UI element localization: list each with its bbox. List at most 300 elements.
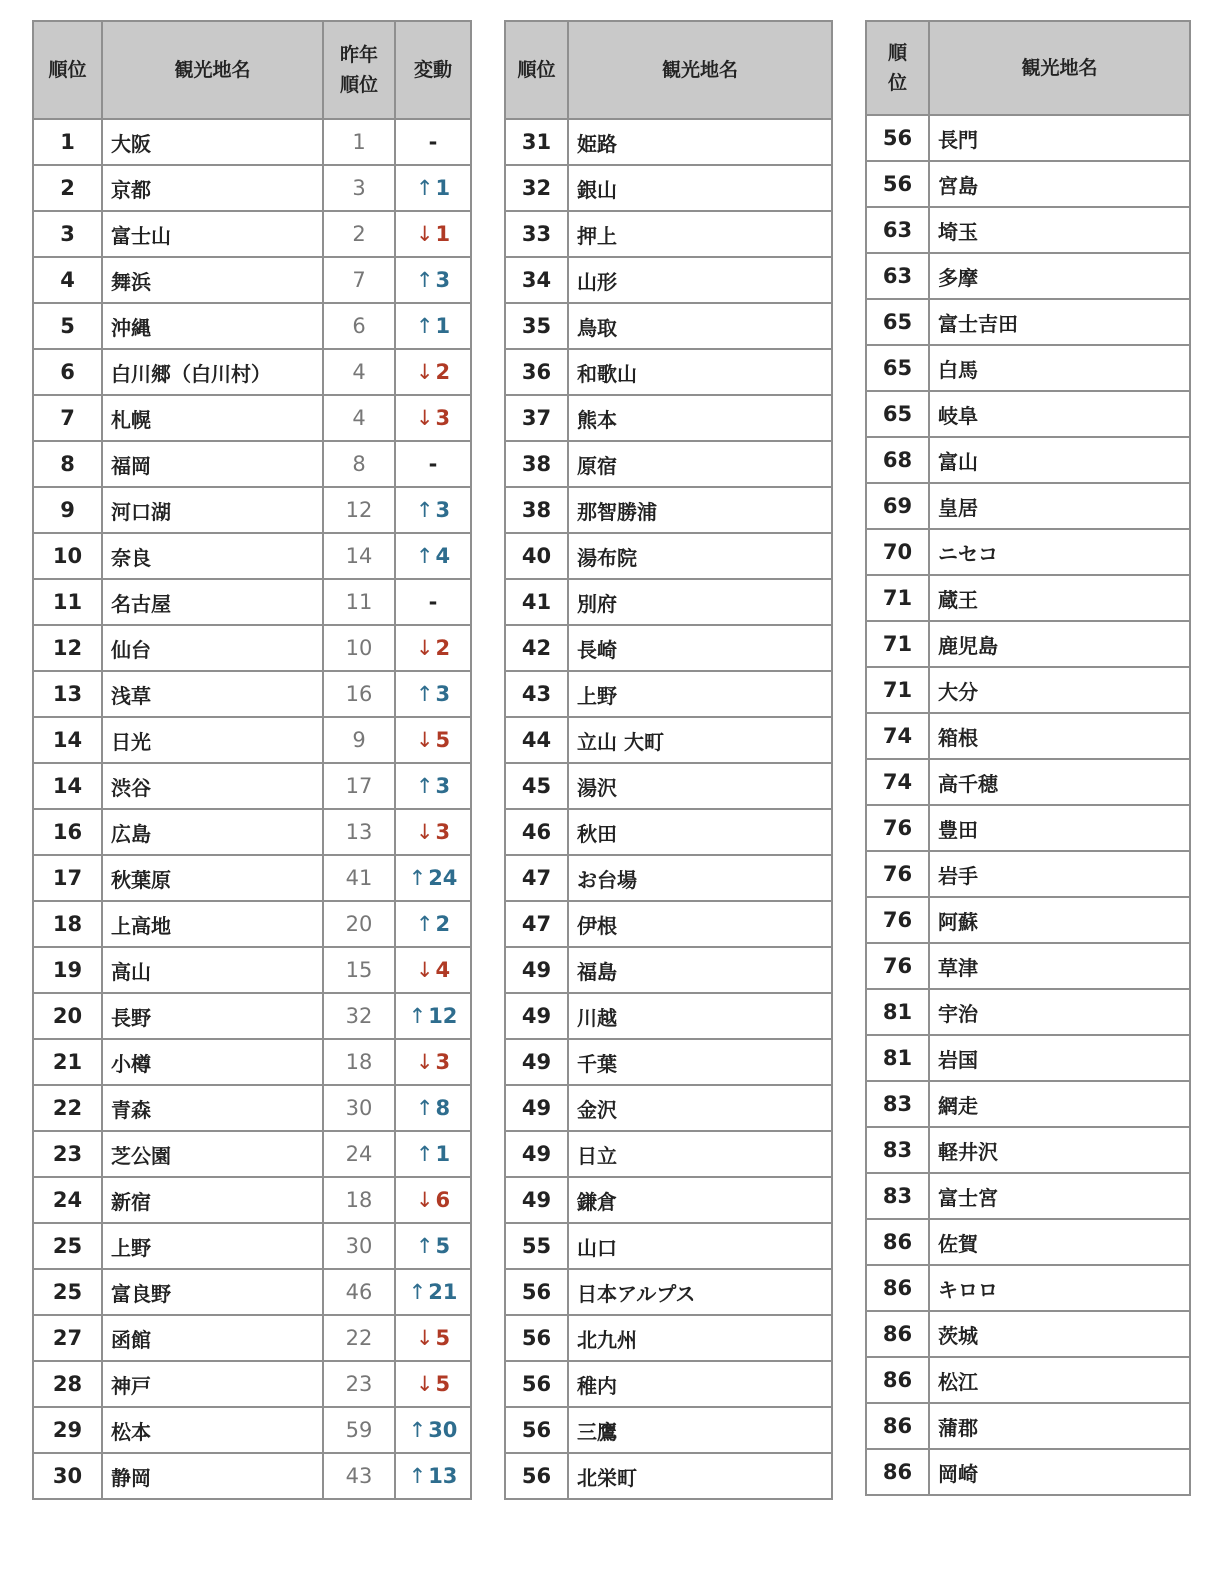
rank-cell: 56 — [505, 1407, 568, 1453]
rank-cell: 38 — [505, 487, 568, 533]
place-name-cell: 豊田 — [929, 805, 1190, 851]
table-row — [866, 1403, 1190, 1449]
table-row — [33, 625, 471, 671]
rank-cell: 56 — [505, 1315, 568, 1361]
rank-cell: 8 — [33, 441, 102, 487]
rank-cell: 86 — [866, 1311, 929, 1357]
place-name-cell: 銀山 — [568, 165, 832, 211]
place-name-cell: 松江 — [929, 1357, 1190, 1403]
header-rank: 順位 — [505, 21, 568, 119]
table-row — [33, 1223, 471, 1269]
table-row — [33, 303, 471, 349]
place-name-cell: 蒲郡 — [929, 1403, 1190, 1449]
place-name-cell: 押上 — [568, 211, 832, 257]
table-row — [866, 989, 1190, 1035]
table-row — [33, 901, 471, 947]
table-row — [866, 621, 1190, 667]
rank-cell: 71 — [866, 621, 929, 667]
rank-cell: 47 — [505, 855, 568, 901]
arrow-up-icon: ↑ — [408, 1418, 427, 1442]
table-row — [33, 257, 471, 303]
place-name-cell: 山形 — [568, 257, 832, 303]
change-cell — [395, 533, 471, 579]
place-name-cell: 秋田 — [568, 809, 832, 855]
table-row — [33, 671, 471, 717]
rank-cell: 3 — [33, 211, 102, 257]
change-cell — [395, 671, 471, 717]
table-row — [33, 1361, 471, 1407]
place-name-cell: 大阪 — [102, 119, 323, 165]
place-name-cell: 和歌山 — [568, 349, 832, 395]
change-value: - — [428, 452, 438, 476]
rank-cell: 45 — [505, 763, 568, 809]
place-name-cell: 富士山 — [102, 211, 323, 257]
table-row — [33, 395, 471, 441]
change-value: 5 — [435, 1326, 451, 1350]
place-name-cell: 日立 — [568, 1131, 832, 1177]
place-name-cell: 那智勝浦 — [568, 487, 832, 533]
place-name-cell: 熊本 — [568, 395, 832, 441]
table-row — [866, 1311, 1190, 1357]
table-row — [866, 207, 1190, 253]
table-row — [33, 993, 471, 1039]
table-row — [505, 625, 832, 671]
table-row — [33, 165, 471, 211]
place-name-cell: キロロ — [929, 1265, 1190, 1311]
rank-cell: 83 — [866, 1127, 929, 1173]
change-cell — [395, 119, 471, 165]
place-name-cell: 福島 — [568, 947, 832, 993]
rank-cell: 56 — [866, 161, 929, 207]
table-row — [33, 1315, 471, 1361]
rank-cell: 49 — [505, 1039, 568, 1085]
arrow-up-icon: ↑ — [408, 1004, 427, 1028]
change-value: 12 — [428, 1004, 458, 1028]
place-name-cell: 名古屋 — [102, 579, 323, 625]
place-name-cell: 網走 — [929, 1081, 1190, 1127]
change-cell — [395, 303, 471, 349]
arrow-down-icon: ↓ — [415, 728, 434, 752]
rank-cell: 41 — [505, 579, 568, 625]
change-value: 3 — [435, 682, 451, 706]
arrow-down-icon: ↓ — [415, 406, 434, 430]
change-cell — [395, 993, 471, 1039]
rank-cell: 71 — [866, 667, 929, 713]
rank-cell: 49 — [505, 1085, 568, 1131]
ranking-table-1 — [32, 20, 472, 1500]
rank-cell: 42 — [505, 625, 568, 671]
change-cell — [395, 1085, 471, 1131]
previous-rank-cell: 18 — [323, 1039, 395, 1085]
change-value: 1 — [435, 1142, 451, 1166]
change-cell — [395, 487, 471, 533]
place-name-cell: 皇居 — [929, 483, 1190, 529]
place-name-cell: 立山 大町 — [568, 717, 832, 763]
rank-cell: 10 — [33, 533, 102, 579]
table-row — [866, 1219, 1190, 1265]
place-name-cell: 上野 — [102, 1223, 323, 1269]
rank-cell: 55 — [505, 1223, 568, 1269]
place-name-cell: 長門 — [929, 115, 1190, 161]
header-prev-line2: 順位 — [339, 74, 378, 96]
rank-cell: 56 — [505, 1361, 568, 1407]
place-name-cell: 京都 — [102, 165, 323, 211]
rank-cell: 68 — [866, 437, 929, 483]
place-name-cell: 稚内 — [568, 1361, 832, 1407]
rank-cell: 20 — [33, 993, 102, 1039]
place-name-cell: 金沢 — [568, 1085, 832, 1131]
place-name-cell: 富士吉田 — [929, 299, 1190, 345]
table-row — [505, 809, 832, 855]
rank-cell: 63 — [866, 253, 929, 299]
arrow-up-icon: ↑ — [415, 268, 434, 292]
previous-rank-cell: 17 — [323, 763, 395, 809]
change-value: 5 — [435, 728, 451, 752]
arrow-down-icon: ↓ — [415, 1188, 434, 1212]
place-name-cell: 北栄町 — [568, 1453, 832, 1499]
previous-rank-cell: 24 — [323, 1131, 395, 1177]
place-name-cell: 日本アルプス — [568, 1269, 832, 1315]
place-name-cell: 鳥取 — [568, 303, 832, 349]
previous-rank-cell: 6 — [323, 303, 395, 349]
table-row — [505, 119, 832, 165]
rank-cell: 71 — [866, 575, 929, 621]
rank-cell: 17 — [33, 855, 102, 901]
place-name-cell: 原宿 — [568, 441, 832, 487]
ranking-table-2 — [504, 20, 833, 1500]
place-name-cell: 渋谷 — [102, 763, 323, 809]
rank-cell: 4 — [33, 257, 102, 303]
change-cell — [395, 165, 471, 211]
change-value: 3 — [435, 406, 451, 430]
place-name-cell: 浅草 — [102, 671, 323, 717]
table-row — [505, 1223, 832, 1269]
rank-cell: 11 — [33, 579, 102, 625]
arrow-up-icon: ↑ — [415, 1142, 434, 1166]
table-row — [33, 855, 471, 901]
rank-cell: 37 — [505, 395, 568, 441]
rank-cell: 21 — [33, 1039, 102, 1085]
rank-cell: 13 — [33, 671, 102, 717]
arrow-up-icon: ↑ — [408, 1280, 427, 1304]
rank-cell: 14 — [33, 717, 102, 763]
place-name-cell: 山口 — [568, 1223, 832, 1269]
ranking-table-3 — [865, 20, 1191, 1496]
rank-cell: 40 — [505, 533, 568, 579]
table-row — [866, 851, 1190, 897]
table-row — [505, 1315, 832, 1361]
change-value: - — [428, 590, 438, 614]
change-cell — [395, 257, 471, 303]
place-name-cell: 草津 — [929, 943, 1190, 989]
rank-cell: 18 — [33, 901, 102, 947]
rank-cell: 86 — [866, 1449, 929, 1495]
previous-rank-cell: 4 — [323, 349, 395, 395]
header-prev-line1: 昨年 — [339, 44, 378, 66]
change-cell — [395, 717, 471, 763]
table-row — [866, 943, 1190, 989]
change-cell — [395, 809, 471, 855]
table-row — [33, 1085, 471, 1131]
table-row — [505, 855, 832, 901]
rank-cell: 65 — [866, 345, 929, 391]
table-row — [33, 1453, 471, 1499]
rank-cell: 81 — [866, 1035, 929, 1081]
rank-cell: 19 — [33, 947, 102, 993]
change-cell — [395, 395, 471, 441]
place-name-cell: 白川郷（白川村） — [102, 349, 323, 395]
table-row — [505, 349, 832, 395]
place-name-cell: 松本 — [102, 1407, 323, 1453]
table-row — [33, 809, 471, 855]
place-name-cell: 多摩 — [929, 253, 1190, 299]
previous-rank-cell: 4 — [323, 395, 395, 441]
previous-rank-cell: 7 — [323, 257, 395, 303]
table-row — [866, 667, 1190, 713]
previous-rank-cell: 46 — [323, 1269, 395, 1315]
rank-cell: 76 — [866, 805, 929, 851]
table-row — [505, 303, 832, 349]
table-row — [33, 947, 471, 993]
change-value: 3 — [435, 498, 451, 522]
change-value: 1 — [435, 222, 451, 246]
rank-cell: 49 — [505, 1131, 568, 1177]
table-row — [866, 1127, 1190, 1173]
table-row — [505, 1039, 832, 1085]
rank-cell: 65 — [866, 391, 929, 437]
rank-cell: 49 — [505, 947, 568, 993]
rank-cell: 76 — [866, 851, 929, 897]
rank-cell: 14 — [33, 763, 102, 809]
rank-cell: 38 — [505, 441, 568, 487]
arrow-down-icon: ↓ — [415, 1372, 434, 1396]
table-row — [505, 1177, 832, 1223]
rank-cell: 69 — [866, 483, 929, 529]
rank-cell: 76 — [866, 943, 929, 989]
change-value: 3 — [435, 1050, 451, 1074]
arrow-up-icon: ↑ — [415, 1096, 434, 1120]
change-value: 30 — [428, 1418, 458, 1442]
place-name-cell: 湯布院 — [568, 533, 832, 579]
place-name-cell: 札幌 — [102, 395, 323, 441]
table-row — [33, 579, 471, 625]
table-row — [33, 1407, 471, 1453]
rank-cell: 29 — [33, 1407, 102, 1453]
change-cell — [395, 1315, 471, 1361]
arrow-up-icon: ↑ — [415, 314, 434, 338]
place-name-cell: 芝公園 — [102, 1131, 323, 1177]
rank-cell: 86 — [866, 1403, 929, 1449]
previous-rank-cell: 43 — [323, 1453, 395, 1499]
place-name-cell: 長野 — [102, 993, 323, 1039]
table-row — [33, 1177, 471, 1223]
rank-cell: 36 — [505, 349, 568, 395]
arrow-up-icon: ↑ — [415, 498, 434, 522]
arrow-down-icon: ↓ — [415, 222, 434, 246]
rank-cell: 24 — [33, 1177, 102, 1223]
table-row — [866, 1357, 1190, 1403]
place-name-cell: 埼玉 — [929, 207, 1190, 253]
table-row — [866, 1035, 1190, 1081]
place-name-cell: 上高地 — [102, 901, 323, 947]
previous-rank-cell: 41 — [323, 855, 395, 901]
table-row — [505, 441, 832, 487]
place-name-cell: 岡崎 — [929, 1449, 1190, 1495]
change-cell — [395, 855, 471, 901]
place-name-cell: 鹿児島 — [929, 621, 1190, 667]
rank-cell: 30 — [33, 1453, 102, 1499]
place-name-cell: 富山 — [929, 437, 1190, 483]
change-value: 4 — [435, 958, 451, 982]
table-row — [866, 805, 1190, 851]
rank-cell: 86 — [866, 1357, 929, 1403]
table-row — [505, 763, 832, 809]
table-row — [33, 487, 471, 533]
header-rank-line2: 位 — [887, 72, 907, 94]
place-name-cell: 岩国 — [929, 1035, 1190, 1081]
table-row — [505, 487, 832, 533]
table-row — [33, 533, 471, 579]
change-value: 2 — [435, 636, 451, 660]
previous-rank-cell: 9 — [323, 717, 395, 763]
place-name-cell: 阿蘇 — [929, 897, 1190, 943]
table-row — [505, 671, 832, 717]
change-cell — [395, 349, 471, 395]
change-value: - — [428, 130, 438, 154]
previous-rank-cell: 8 — [323, 441, 395, 487]
rank-cell: 74 — [866, 759, 929, 805]
arrow-up-icon: ↑ — [415, 912, 434, 936]
rank-cell: 25 — [33, 1223, 102, 1269]
place-name-cell: 函館 — [102, 1315, 323, 1361]
place-name-cell: 長崎 — [568, 625, 832, 671]
table-row — [505, 717, 832, 763]
change-value: 3 — [435, 268, 451, 292]
change-cell — [395, 625, 471, 671]
previous-rank-cell: 20 — [323, 901, 395, 947]
table-row — [866, 575, 1190, 621]
table-row — [33, 1131, 471, 1177]
table-row — [866, 529, 1190, 575]
table-row — [866, 483, 1190, 529]
change-value: 13 — [428, 1464, 458, 1488]
rank-cell: 12 — [33, 625, 102, 671]
table-row — [866, 1265, 1190, 1311]
arrow-down-icon: ↓ — [415, 1050, 434, 1074]
place-name-cell: 三鷹 — [568, 1407, 832, 1453]
header-rank-line1: 順 — [887, 42, 907, 64]
arrow-up-icon: ↑ — [415, 544, 434, 568]
rank-cell: 33 — [505, 211, 568, 257]
place-name-cell: 福岡 — [102, 441, 323, 487]
table-row — [866, 437, 1190, 483]
change-value: 21 — [428, 1280, 458, 1304]
previous-rank-cell: 23 — [323, 1361, 395, 1407]
previous-rank-cell: 3 — [323, 165, 395, 211]
place-name-cell: 川越 — [568, 993, 832, 1039]
table-row — [505, 993, 832, 1039]
rank-cell: 1 — [33, 119, 102, 165]
place-name-cell: 千葉 — [568, 1039, 832, 1085]
rank-cell: 63 — [866, 207, 929, 253]
arrow-up-icon: ↑ — [415, 176, 434, 200]
change-cell — [395, 1177, 471, 1223]
change-value: 6 — [435, 1188, 451, 1212]
change-cell — [395, 211, 471, 257]
header-change: 変動 — [395, 21, 471, 119]
table-row — [505, 1269, 832, 1315]
table-row — [33, 763, 471, 809]
previous-rank-cell: 30 — [323, 1085, 395, 1131]
place-name-cell: 白馬 — [929, 345, 1190, 391]
rank-cell: 86 — [866, 1219, 929, 1265]
rank-cell: 47 — [505, 901, 568, 947]
arrow-down-icon: ↓ — [415, 636, 434, 660]
table-row — [505, 901, 832, 947]
table-row — [505, 257, 832, 303]
rank-cell: 81 — [866, 989, 929, 1035]
rank-cell: 83 — [866, 1173, 929, 1219]
place-name-cell: 高山 — [102, 947, 323, 993]
rank-cell: 56 — [866, 115, 929, 161]
change-value: 3 — [435, 820, 451, 844]
rank-cell: 28 — [33, 1361, 102, 1407]
place-name-cell: 奈良 — [102, 533, 323, 579]
rank-cell: 70 — [866, 529, 929, 575]
change-cell — [395, 1223, 471, 1269]
rank-cell: 76 — [866, 897, 929, 943]
change-value: 24 — [428, 866, 458, 890]
table-row — [866, 759, 1190, 805]
place-name-cell: ニセコ — [929, 529, 1190, 575]
rank-cell: 9 — [33, 487, 102, 533]
table-row — [866, 345, 1190, 391]
change-cell — [395, 1361, 471, 1407]
header-name: 観光地名 — [568, 21, 832, 119]
header-name: 観光地名 — [102, 21, 323, 119]
change-cell — [395, 1039, 471, 1085]
table-row — [505, 533, 832, 579]
table-row — [33, 349, 471, 395]
change-value: 2 — [435, 912, 451, 936]
table-row — [33, 1269, 471, 1315]
arrow-down-icon: ↓ — [415, 1326, 434, 1350]
place-name-cell: 日光 — [102, 717, 323, 763]
change-value: 2 — [435, 360, 451, 384]
place-name-cell: 宇治 — [929, 989, 1190, 1035]
table-row — [866, 713, 1190, 759]
rank-cell: 25 — [33, 1269, 102, 1315]
previous-rank-cell: 2 — [323, 211, 395, 257]
place-name-cell: 仙台 — [102, 625, 323, 671]
place-name-cell: 宮島 — [929, 161, 1190, 207]
table-row — [505, 947, 832, 993]
change-cell — [395, 1131, 471, 1177]
place-name-cell: 蔵王 — [929, 575, 1190, 621]
table-row — [33, 1039, 471, 1085]
place-name-cell: 舞浜 — [102, 257, 323, 303]
place-name-cell: 岩手 — [929, 851, 1190, 897]
previous-rank-cell: 13 — [323, 809, 395, 855]
table-row — [505, 395, 832, 441]
place-name-cell: 静岡 — [102, 1453, 323, 1499]
rank-cell: 23 — [33, 1131, 102, 1177]
change-cell — [395, 901, 471, 947]
place-name-cell: 富良野 — [102, 1269, 323, 1315]
change-cell — [395, 1453, 471, 1499]
place-name-cell: 北九州 — [568, 1315, 832, 1361]
rank-cell: 35 — [505, 303, 568, 349]
